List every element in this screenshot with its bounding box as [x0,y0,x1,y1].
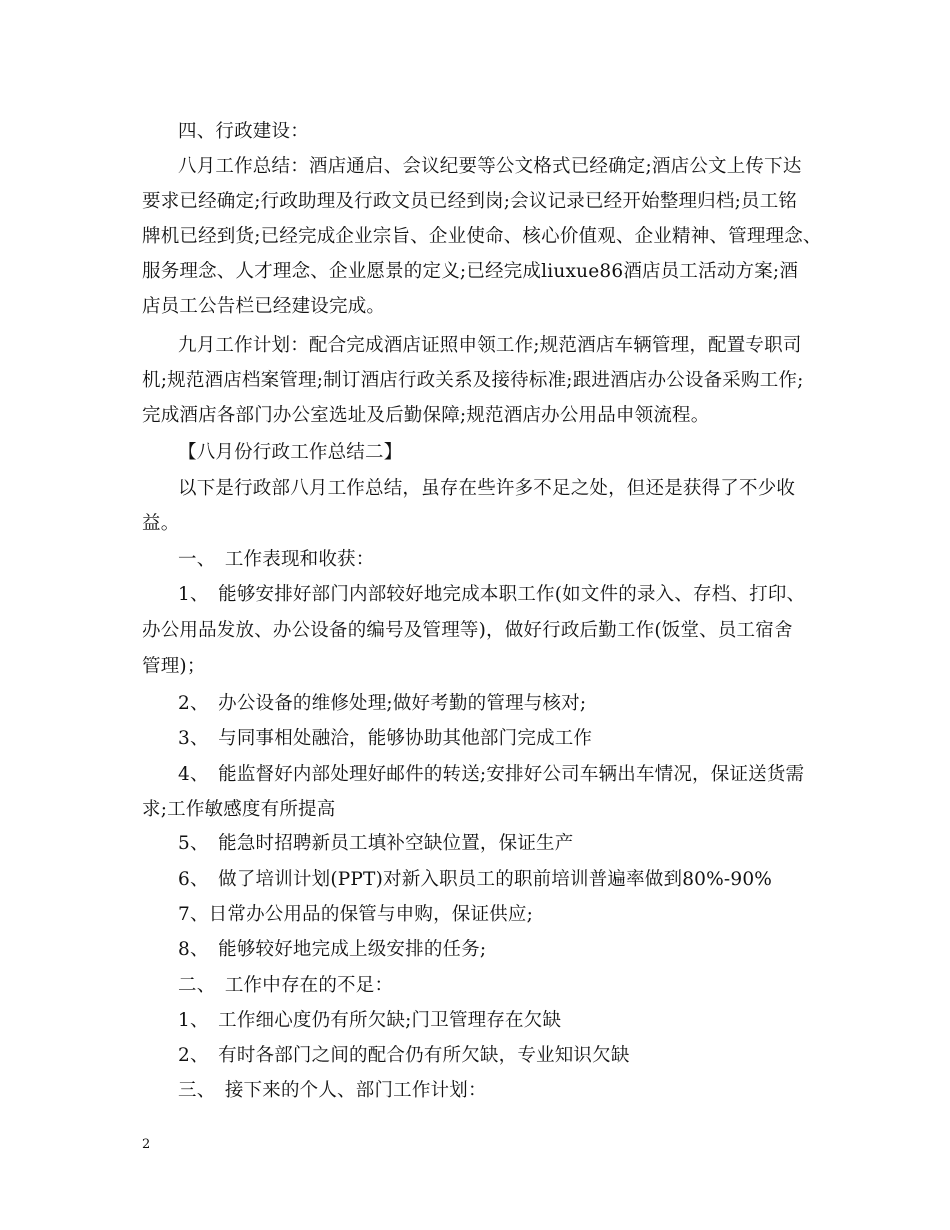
paragraph-line: 牌机已经到货;已经完成企业宗旨、企业使命、核心价值观、企业精神、管理理念、 [142,226,822,247]
list-item: 3、 与同事相处融洽，能够协助其他部门完成工作 [178,728,593,749]
section-heading-performance: 一、 工作表现和收获： [178,549,375,570]
section-heading-plans: 三、 接下来的个人、部门工作计划： [178,1080,487,1101]
list-item: 2、 办公设备的维修处理;做好考勤的管理与核对; [178,693,587,714]
paragraph-line: 服务理念、人才理念、企业愿景的定义;已经完成liuxue86酒店员工活动方案;酒 [142,261,799,282]
section-heading-administration: 四、行政建设： [178,121,309,142]
list-item: 7、日常办公用品的保管与申购，保证供应; [178,904,534,925]
paragraph-line: 要求已经确定;行政助理及行政文员已经到岗;会议记录已经开始整理归档;员工铭 [142,191,798,212]
paragraph-line: 店员工公告栏已经建设完成。 [142,296,386,317]
list-item: 2、 有时各部门之间的配合仍有所欠缺，专业知识欠缺 [178,1045,630,1066]
list-item-continuation: 求;工作敏感度有所提高 [142,799,336,820]
paragraph-line: 八月工作总结：酒店通启、会议纪要等公文格式已经确定;酒店公文上传下达 [178,156,802,177]
paragraph-line: 益。 [142,513,180,534]
paragraph-line: 机;规范酒店档案管理;制订酒店行政关系及接待标准;跟进酒店办公设备采购工作; [142,370,804,391]
paragraph-line: 完成酒店各部门办公室选址及后勤保障;规范酒店办公用品申领流程。 [142,405,710,426]
list-item-continuation: 办公用品发放、办公设备的编号及管理等)，做好行政后勤工作(饭堂、员工宿舍 [142,620,793,641]
paragraph-line: 九月工作计划：配合完成酒店证照申领工作;规范酒店车辆管理，配置专职司 [178,335,802,356]
subtitle-summary-two: 【八月份行政工作总结二】 [178,442,403,463]
list-item: 1、 能够安排好部门内部较好地完成本职工作(如文件的录入、存档、打印、 [178,584,806,605]
list-item: 1、 工作细心度仍有所欠缺;门卫管理存在欠缺 [178,1010,562,1031]
paragraph-line: 以下是行政部八月工作总结，虽存在些许多不足之处，但还是获得了不少收 [178,478,796,499]
page-number: 2 [142,1137,151,1152]
list-item: 8、 能够较好地完成上级安排的任务; [178,939,487,960]
list-item: 5、 能急时招聘新员工填补空缺位置，保证生产 [178,833,574,854]
list-item: 4、 能监督好内部处理好邮件的转送;安排好公司车辆出车情况，保证送货需 [178,764,805,785]
section-heading-shortcomings: 二、 工作中存在的不足： [178,975,394,996]
list-item-continuation: 管理)； [142,656,206,677]
list-item: 6、 做了培训计划(PPT)对新入职员工的职前培训普遍率做到80%-90% [178,869,773,890]
